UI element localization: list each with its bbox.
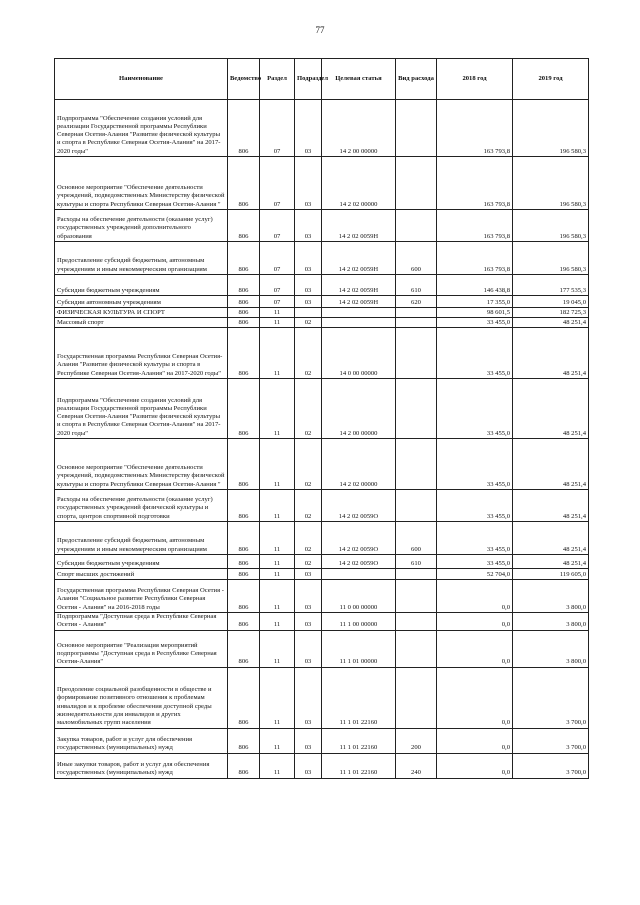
- cell-y2018: 146 438,8: [437, 275, 513, 296]
- cell-ved: 806: [228, 100, 260, 157]
- cell-y2019: 196 580,3: [513, 242, 589, 275]
- cell-statya: 14 2 02 0059Н: [322, 242, 396, 275]
- cell-razdel: 07: [260, 275, 295, 296]
- header-2019: 2019 год: [513, 59, 589, 100]
- cell-statya: [322, 308, 396, 318]
- cell-ved: 806: [228, 275, 260, 296]
- table-row: [55, 210, 589, 242]
- cell-statya: 14 2 02 00000: [322, 157, 396, 210]
- cell-vid: [396, 630, 437, 667]
- cell-y2019: 3 800,0: [513, 613, 589, 631]
- cell-y2018: 163 793,8: [437, 100, 513, 157]
- cell-y2019: 48 251,4: [513, 439, 589, 490]
- cell-ved: 806: [228, 580, 260, 613]
- cell-y2018: 163 793,8: [437, 210, 513, 242]
- cell-y2019: 19 045,0: [513, 296, 589, 308]
- cell-y2019: 48 251,4: [513, 490, 589, 522]
- cell-ved: 806: [228, 728, 260, 753]
- cell-razdel: 07: [260, 100, 295, 157]
- cell-vid: 600: [396, 522, 437, 555]
- cell-ved: 806: [228, 210, 260, 242]
- cell-razdel: 11: [260, 308, 295, 318]
- cell-name: Предоставление субсидий бюджетным, автономным учреждениям и иным некоммерческим организациям: [55, 242, 228, 275]
- cell-y2019: 177 535,3: [513, 275, 589, 296]
- cell-name: Иные закупки товаров, работ и услуг для обеспечения государственных (муниципальных) нужд: [55, 753, 228, 778]
- cell-vid: 610: [396, 555, 437, 569]
- cell-podrazdel: 03: [295, 630, 322, 667]
- cell-y2018: 0,0: [437, 613, 513, 631]
- cell-y2019: 3 700,0: [513, 728, 589, 753]
- table-row: [55, 753, 589, 778]
- cell-razdel: 11: [260, 753, 295, 778]
- cell-razdel: 07: [260, 242, 295, 275]
- cell-vid: [396, 439, 437, 490]
- cell-statya: 14 2 00 00000: [322, 379, 396, 439]
- cell-razdel: 11: [260, 439, 295, 490]
- cell-name: ФИЗИЧЕСКАЯ КУЛЬТУРА И СПОРТ: [55, 308, 228, 318]
- cell-vid: [396, 379, 437, 439]
- cell-ved: 806: [228, 555, 260, 569]
- cell-statya: 14 2 02 0059О: [322, 490, 396, 522]
- cell-y2018: 33 455,0: [437, 328, 513, 379]
- cell-statya: 11 1 00 00000: [322, 613, 396, 631]
- cell-vid: 200: [396, 728, 437, 753]
- cell-vid: 600: [396, 242, 437, 275]
- table-row: [55, 630, 589, 667]
- cell-y2019: 196 580,3: [513, 100, 589, 157]
- cell-podrazdel: 03: [295, 580, 322, 613]
- cell-name: Расходы на обеспечение деятельности (оказание услуг) государственных учреждений физической культуры и спорта, центров спортивной подготовки: [55, 490, 228, 522]
- cell-razdel: 11: [260, 569, 295, 580]
- budget-table: [54, 58, 589, 779]
- cell-y2018: 33 455,0: [437, 318, 513, 328]
- cell-razdel: 11: [260, 728, 295, 753]
- header-vedomstvo: Ведомство: [228, 59, 260, 100]
- table-row: [55, 157, 589, 210]
- cell-podrazdel: 02: [295, 490, 322, 522]
- cell-razdel: 07: [260, 210, 295, 242]
- cell-statya: 11 1 01 00000: [322, 630, 396, 667]
- cell-ved: 806: [228, 157, 260, 210]
- cell-y2018: 0,0: [437, 728, 513, 753]
- cell-ved: 806: [228, 667, 260, 728]
- table-row: [55, 242, 589, 275]
- cell-podrazdel: 03: [295, 242, 322, 275]
- cell-name: Предоставление субсидий бюджетным, автономным учреждениям и иным некоммерческим организациям: [55, 522, 228, 555]
- cell-razdel: 11: [260, 580, 295, 613]
- cell-vid: [396, 580, 437, 613]
- header-vid: Вид расхода: [396, 59, 437, 100]
- cell-y2018: 17 355,0: [437, 296, 513, 308]
- cell-ved: 806: [228, 379, 260, 439]
- cell-vid: [396, 667, 437, 728]
- cell-podrazdel: 02: [295, 522, 322, 555]
- table-row: [55, 275, 589, 296]
- table-row: [55, 522, 589, 555]
- cell-y2019: 182 725,3: [513, 308, 589, 318]
- cell-name: Основное мероприятие "Обеспечение деятельности учреждений, подведомственных Министерству физической культуры и спорта Республики Северная Осетия-Алания ": [55, 439, 228, 490]
- cell-vid: [396, 157, 437, 210]
- table-row: [55, 328, 589, 379]
- cell-name: Основное мероприятие "Обеспечение деятельности учреждений, подведомственных Министерству физической культуры и спорта Республики Северная Осетия-Алания ": [55, 157, 228, 210]
- cell-ved: 806: [228, 490, 260, 522]
- cell-vid: [396, 569, 437, 580]
- cell-name: Подпрограмма "Обеспечение создания условий для реализации Государственной программы Республики Северная Осетия-Алания "Развитие физической культуры и спорта в Республике Северная Осетия-Алания" на 2017-2020 годы": [55, 379, 228, 439]
- table-row: [55, 555, 589, 569]
- cell-y2018: 33 455,0: [437, 490, 513, 522]
- cell-podrazdel: 03: [295, 569, 322, 580]
- cell-statya: 11 1 01 22160: [322, 728, 396, 753]
- cell-podrazdel: 03: [295, 296, 322, 308]
- cell-podrazdel: 03: [295, 753, 322, 778]
- cell-statya: 14 2 02 0059О: [322, 522, 396, 555]
- cell-statya: 14 2 02 0059Н: [322, 296, 396, 308]
- cell-podrazdel: 02: [295, 555, 322, 569]
- cell-statya: 14 0 00 00000: [322, 328, 396, 379]
- cell-statya: 14 2 02 0059Н: [322, 210, 396, 242]
- table-row: [55, 490, 589, 522]
- table-body: [55, 100, 589, 779]
- cell-y2018: 163 793,8: [437, 242, 513, 275]
- cell-name: Субсидии автономным учреждениям: [55, 296, 228, 308]
- cell-statya: [322, 569, 396, 580]
- cell-ved: 806: [228, 522, 260, 555]
- cell-y2019: 196 580,3: [513, 210, 589, 242]
- cell-vid: [396, 100, 437, 157]
- cell-podrazdel: 03: [295, 157, 322, 210]
- header-razdel: Раздел: [260, 59, 295, 100]
- cell-y2018: 52 704,0: [437, 569, 513, 580]
- cell-y2018: 33 455,0: [437, 522, 513, 555]
- cell-y2018: 33 455,0: [437, 439, 513, 490]
- cell-name: Закупка товаров, работ и услуг для обеспечения государственных (муниципальных) нужд: [55, 728, 228, 753]
- cell-statya: 14 2 02 00000: [322, 439, 396, 490]
- cell-ved: 806: [228, 308, 260, 318]
- cell-y2019: 48 251,4: [513, 522, 589, 555]
- cell-razdel: 11: [260, 522, 295, 555]
- cell-y2019: 3 700,0: [513, 667, 589, 728]
- cell-podrazdel: 03: [295, 275, 322, 296]
- cell-y2019: 119 605,0: [513, 569, 589, 580]
- cell-name: Подпрограмма "Обеспечение создания условий для реализации Государственной программы Республики Северная Осетия-Алания "Развитие физической культуры и спорта в Республике Северная Осетия-Алания" на 2017-2020 годы": [55, 100, 228, 157]
- table-row: [55, 439, 589, 490]
- cell-y2018: 0,0: [437, 667, 513, 728]
- cell-y2018: 0,0: [437, 753, 513, 778]
- cell-y2018: 33 455,0: [437, 379, 513, 439]
- cell-podrazdel: 03: [295, 613, 322, 631]
- table-row: [55, 580, 589, 613]
- cell-statya: 14 2 02 0059О: [322, 555, 396, 569]
- cell-razdel: 11: [260, 630, 295, 667]
- cell-podrazdel: 03: [295, 100, 322, 157]
- cell-podrazdel: 02: [295, 379, 322, 439]
- cell-podrazdel: [295, 308, 322, 318]
- cell-y2018: 0,0: [437, 630, 513, 667]
- cell-razdel: 11: [260, 667, 295, 728]
- cell-razdel: 11: [260, 555, 295, 569]
- cell-name: Субсидии бюджетным учреждениям: [55, 275, 228, 296]
- cell-ved: 806: [228, 613, 260, 631]
- cell-y2019: 48 251,4: [513, 318, 589, 328]
- cell-y2019: 196 580,3: [513, 157, 589, 210]
- cell-razdel: 11: [260, 318, 295, 328]
- cell-vid: [396, 210, 437, 242]
- cell-y2019: 3 700,0: [513, 753, 589, 778]
- cell-vid: [396, 328, 437, 379]
- cell-podrazdel: 03: [295, 728, 322, 753]
- page-number: 77: [315, 25, 325, 35]
- cell-podrazdel: 02: [295, 439, 322, 490]
- cell-y2018: 33 455,0: [437, 555, 513, 569]
- header-podrazdel: Подраздел: [295, 59, 322, 100]
- table-row: [55, 379, 589, 439]
- cell-razdel: 11: [260, 328, 295, 379]
- cell-razdel: 11: [260, 490, 295, 522]
- table-row: [55, 613, 589, 631]
- header-name: Наименование: [55, 59, 228, 100]
- cell-vid: [396, 318, 437, 328]
- cell-ved: 806: [228, 753, 260, 778]
- cell-razdel: 11: [260, 613, 295, 631]
- table-header-row: [55, 59, 589, 100]
- cell-name: Подпрограмма "Доступная среда в Республике Северная Осетия - Алания": [55, 613, 228, 631]
- cell-ved: 806: [228, 569, 260, 580]
- cell-vid: [396, 308, 437, 318]
- cell-ved: 806: [228, 318, 260, 328]
- cell-statya: 11 1 01 22160: [322, 753, 396, 778]
- cell-podrazdel: 03: [295, 210, 322, 242]
- cell-razdel: 11: [260, 379, 295, 439]
- cell-ved: 806: [228, 630, 260, 667]
- cell-ved: 806: [228, 242, 260, 275]
- cell-vid: 620: [396, 296, 437, 308]
- cell-vid: [396, 490, 437, 522]
- cell-name: Преодоление социальной разобщенности в обществе и формирование позитивного отношения к проблемам инвалидов и к проблеме обеспечения доступной среды жизнедеятельности для инвалидов и других маломобильных групп населения: [55, 667, 228, 728]
- cell-ved: 806: [228, 296, 260, 308]
- table-row: [55, 296, 589, 308]
- cell-name: Массовый спорт: [55, 318, 228, 328]
- cell-vid: 240: [396, 753, 437, 778]
- cell-razdel: 07: [260, 157, 295, 210]
- cell-ved: 806: [228, 328, 260, 379]
- cell-name: Государственная программа Республики Северная Осетия - Алания "Социальное развитие Республики Северная Осетия - Алания" на 2016-2018 годы: [55, 580, 228, 613]
- cell-y2019: 3 800,0: [513, 630, 589, 667]
- cell-name: Расходы на обеспечение деятельности (оказание услуг) государственных учреждений дополнительного образования: [55, 210, 228, 242]
- table-row: [55, 308, 589, 318]
- cell-statya: 11 0 00 00000: [322, 580, 396, 613]
- cell-ved: 806: [228, 439, 260, 490]
- cell-podrazdel: 02: [295, 318, 322, 328]
- cell-y2018: 98 601,5: [437, 308, 513, 318]
- cell-razdel: 07: [260, 296, 295, 308]
- table-row: [55, 318, 589, 328]
- cell-statya: [322, 318, 396, 328]
- cell-statya: 14 2 02 0059Н: [322, 275, 396, 296]
- cell-vid: [396, 613, 437, 631]
- cell-y2018: 0,0: [437, 580, 513, 613]
- cell-podrazdel: 03: [295, 667, 322, 728]
- table-row: [55, 100, 589, 157]
- cell-y2019: 3 800,0: [513, 580, 589, 613]
- cell-y2019: 48 251,4: [513, 328, 589, 379]
- table-row: [55, 569, 589, 580]
- cell-podrazdel: 02: [295, 328, 322, 379]
- cell-name: Субсидии бюджетным учреждениям: [55, 555, 228, 569]
- cell-y2019: 48 251,4: [513, 555, 589, 569]
- cell-y2019: 48 251,4: [513, 379, 589, 439]
- cell-name: Спорт высших достижений: [55, 569, 228, 580]
- table-row: [55, 667, 589, 728]
- header-2018: 2018 год: [437, 59, 513, 100]
- cell-name: Основное мероприятие "Реализация мероприятий подпрограммы "Доступная среда в Республике Северная Осетия-Алания": [55, 630, 228, 667]
- cell-statya: 14 2 00 00000: [322, 100, 396, 157]
- cell-name: Государственная программа Республики Северная Осетия-Алания "Развитие физической культуры и спорта в Республике Северная Осетия-Алания" на 2017-2020 годы": [55, 328, 228, 379]
- cell-y2018: 163 793,8: [437, 157, 513, 210]
- cell-vid: 610: [396, 275, 437, 296]
- header-statya: Целевая статья: [322, 59, 396, 100]
- table-row: [55, 728, 589, 753]
- cell-statya: 11 1 01 22160: [322, 667, 396, 728]
